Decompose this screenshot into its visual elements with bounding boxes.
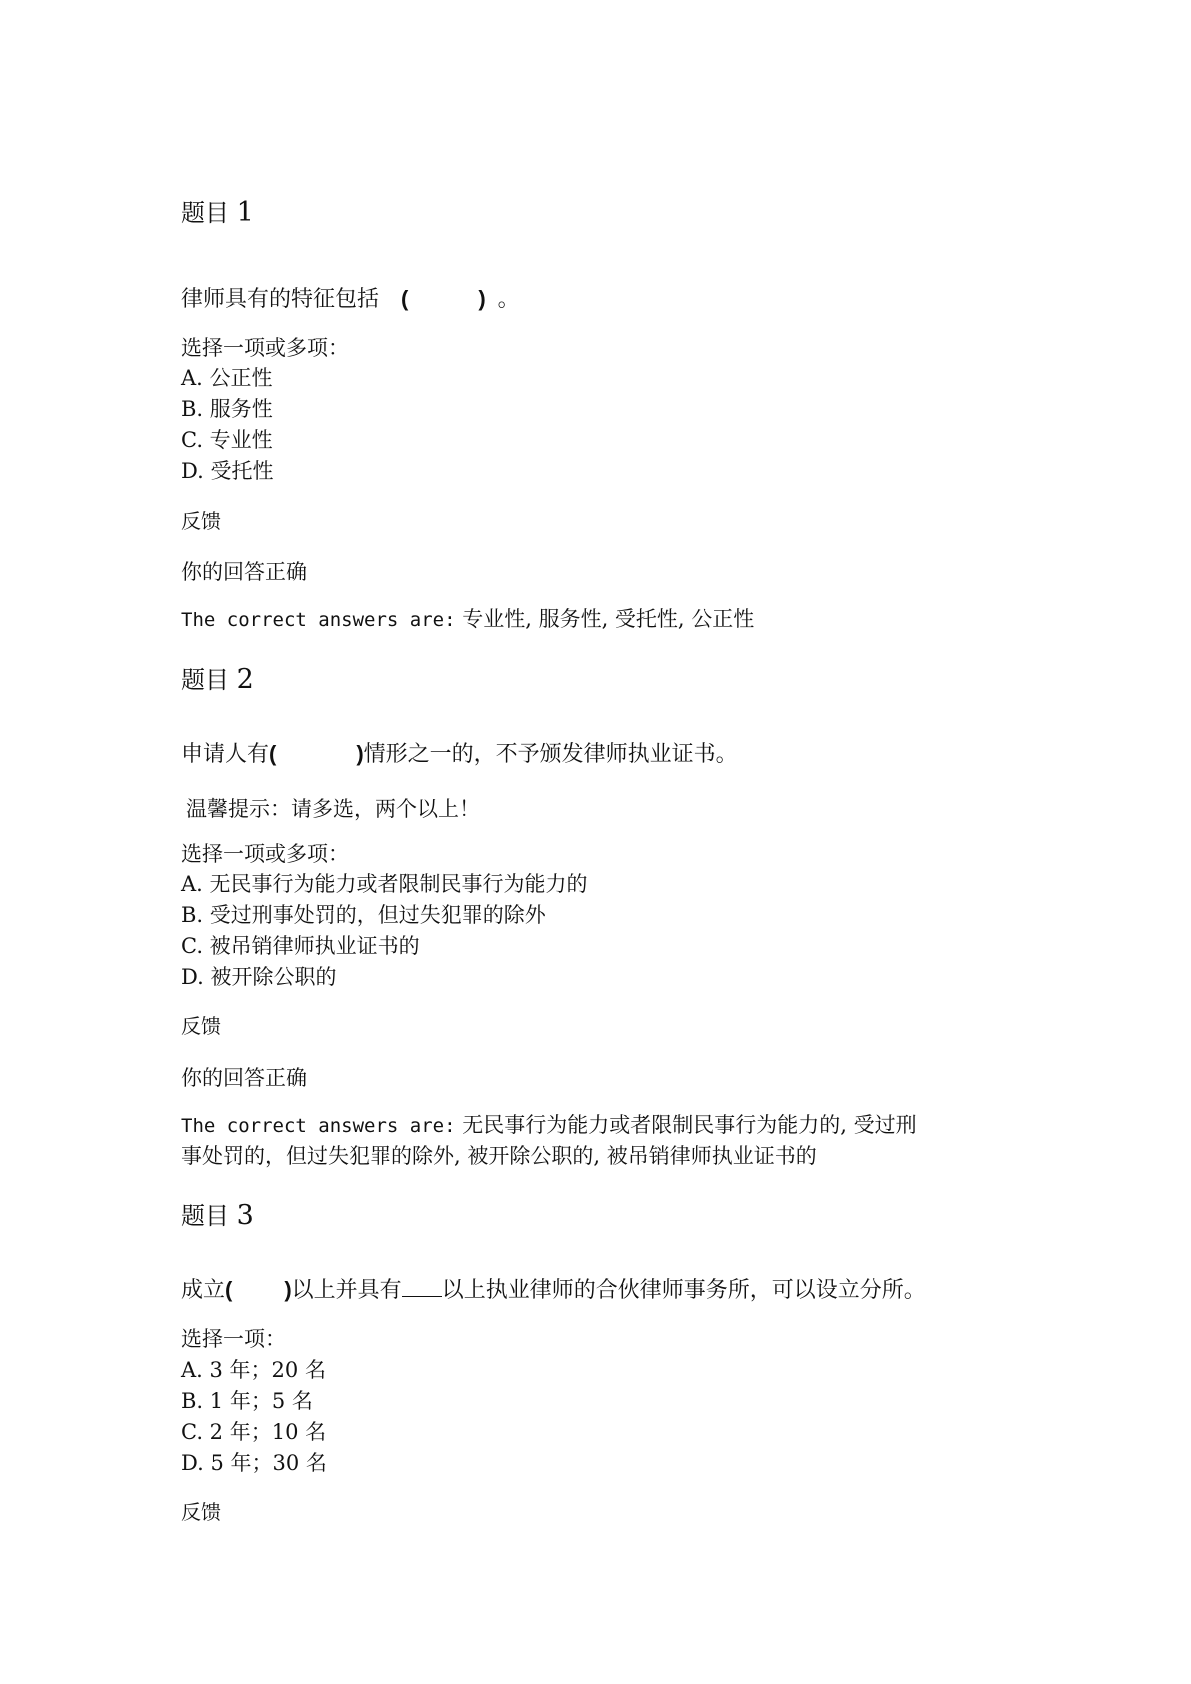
option-b: B. 服务性 xyxy=(181,397,273,421)
stem-text-end: 。 xyxy=(497,287,520,312)
question-label: 题目 xyxy=(181,199,229,227)
question-title xyxy=(181,660,254,695)
stem-text: 申请人有 xyxy=(181,742,270,767)
option-c: C. 专业性 xyxy=(181,428,273,452)
stem-text-middle: 以上并具有 xyxy=(291,1278,402,1303)
option-c: C. 2 年；10 名 xyxy=(181,1420,327,1444)
option-b: B. 受过刑事处罚的，但过失犯罪的除外 xyxy=(181,903,546,927)
question-number: 2 xyxy=(236,664,254,695)
option-d: D. 5 年；30 名 xyxy=(181,1451,327,1475)
stem-text: 律师具有的特征包括 xyxy=(181,287,380,312)
stem-text-end: 以上执业律师的合伙律师事务所，可以设立分所。 xyxy=(441,1278,926,1303)
option-b: B. 1 年；5 名 xyxy=(181,1389,313,1413)
answer-prefix: The correct answers are: xyxy=(181,1115,456,1137)
option-d: D. 受托性 xyxy=(181,459,274,483)
stem-open-paren: ( xyxy=(401,286,409,311)
stem-close-paren: ) xyxy=(284,1277,292,1302)
option-c: C. 被吊销律师执业证书的 xyxy=(181,934,420,958)
feedback-label: 反馈 xyxy=(181,1014,221,1038)
choice-prompt: 选择一项或多项： xyxy=(181,336,349,360)
option-a: A. 公正性 xyxy=(181,366,273,390)
question-label: 题目 xyxy=(181,666,229,694)
feedback-label: 反馈 xyxy=(181,509,221,533)
feedback-label: 反馈 xyxy=(181,1500,221,1524)
correct-answer-line2: 事处罚的，但过失犯罪的除外, 被开除公职的, 被吊销律师执业证书的 xyxy=(181,1144,817,1168)
choice-prompt: 选择一项或多项： xyxy=(181,842,349,866)
question-stem xyxy=(181,1273,926,1304)
stem-open-paren: ( xyxy=(225,1277,233,1302)
question-stem xyxy=(181,737,738,768)
answer-text: 专业性, 服务性, 受托性, 公正性 xyxy=(462,607,755,631)
answer-prefix: The correct answers are: xyxy=(181,609,456,631)
stem-close-paren: ) xyxy=(478,286,486,311)
correct-answer-line1 xyxy=(181,1109,917,1139)
question-title xyxy=(181,1196,254,1231)
fill-blank xyxy=(402,1276,442,1297)
stem-open-paren: ( xyxy=(269,741,277,766)
correct-answer xyxy=(181,603,754,633)
stem-close-paren: ) xyxy=(356,741,364,766)
result-text: 你的回答正确 xyxy=(181,560,307,584)
question-label: 题目 xyxy=(181,1202,229,1230)
stem-text-end: 情形之一的，不予颁发律师执业证书。 xyxy=(363,742,738,767)
answer-text: 无民事行为能力或者限制民事行为能力的, 受过刑 xyxy=(462,1113,917,1137)
question-number: 1 xyxy=(236,197,254,228)
question-title xyxy=(181,193,254,228)
option-d: D. 被开除公职的 xyxy=(181,965,337,989)
question-stem xyxy=(181,282,520,313)
option-a: A. 3 年；20 名 xyxy=(181,1358,326,1382)
question-number: 3 xyxy=(236,1200,254,1231)
choice-prompt: 选择一项： xyxy=(181,1327,286,1351)
hint-text: 温馨提示：请多选，两个以上！ xyxy=(186,797,480,821)
result-text: 你的回答正确 xyxy=(181,1066,307,1090)
stem-text: 成立 xyxy=(181,1278,226,1303)
option-a: A. 无民事行为能力或者限制民事行为能力的 xyxy=(181,872,588,896)
